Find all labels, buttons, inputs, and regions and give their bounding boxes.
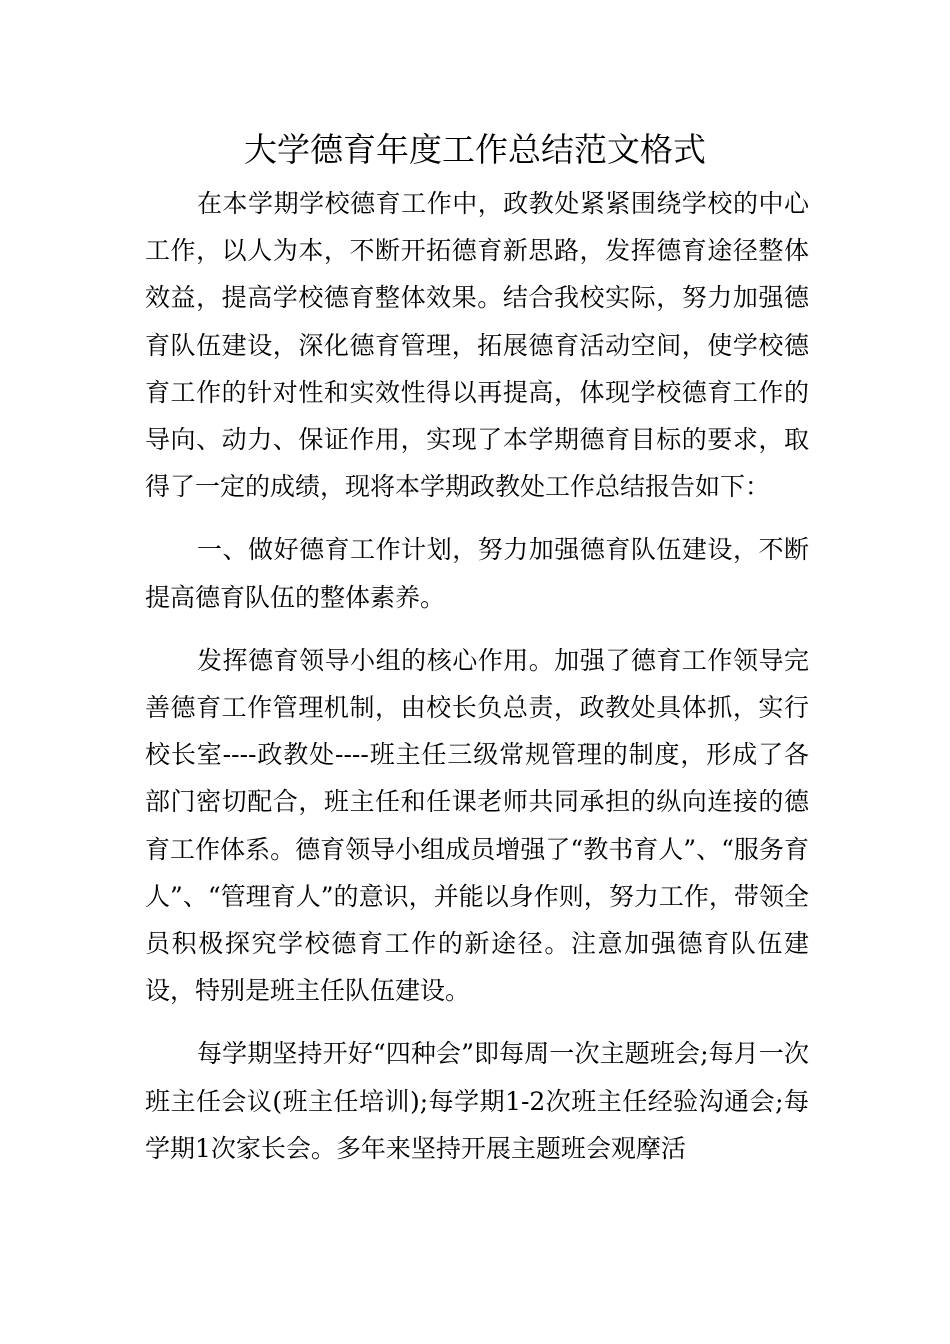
paragraph-meetings: 每学期坚持开好“四种会”即每周一次主题班会;每月一次班主任会议(班主任培训);每学期1-2次班主任经验沟通会;每学期1次家长会。多年来坚持开展主题班会观摩活 <box>145 1039 809 1163</box>
document-body <box>145 180 809 1188</box>
paragraph-leadership: 发挥德育领导小组的核心作用。加强了德育工作领导完善德育工作管理机制，由校长负总责，政教处具体抓，实行校长室----政教处----班主任三级常规管理的制度，形成了各部门密切配合，班主任和任课老师共同承担的纵向连接的德育工作体系。德育领导小组成员增强了“教书育人”、“服务育人”、“管理育人”的意识，并能以身作则，努力工作，带领全员积极探究学校德育工作的新途径。注意加强德育队伍建设，特别是班主任队伍建设。 <box>145 645 809 1006</box>
paragraph-intro: 在本学期学校德育工作中，政教处紧紧围绕学校的中心工作，以人为本，不断开拓德育新思路，发挥德育途径整体效益，提高学校德育整体效果。结合我校实际，努力加强德育队伍建设，深化德育管理，拓展德育活动空间，使学校德育工作的针对性和实效性得以再提高，体现学校德育工作的导向、动力、保证作用，实现了本学期德育目标的要求，取得了一定的成绩，现将本学期政教处工作总结报告如下： <box>145 189 809 502</box>
paragraph-section-one-heading: 一、做好德育工作计划，努力加强德育队伍建设，不断提高德育队伍的整体素养。 <box>145 535 809 612</box>
document-title: 大学德育年度工作总结范文格式 <box>244 130 706 169</box>
